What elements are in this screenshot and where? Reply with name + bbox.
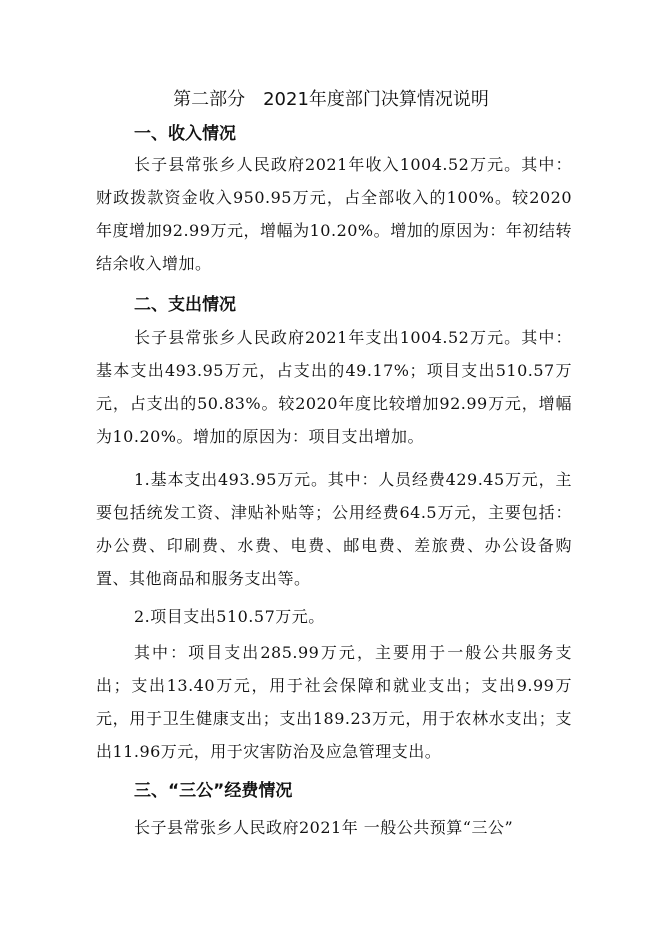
- section-heading-income: 一、收入情况: [134, 124, 236, 144]
- section-heading-expenditure: 二、支出情况: [134, 295, 236, 315]
- income-paragraph: 长子县常张乡人民政府2021年收入1004.52万元。其中：财政拨款资金收入950.95万元，占全部收入的100%。较2020年度增加92.99万元，增幅为10.20%。增加的原因为：年初结转结余收入增加。: [96, 155, 572, 273]
- basic-expenditure-paragraph: 1.基本支出493.95万元。其中：人员经费429.45万元，主要包括统发工资、津贴补贴等；公用经费64.5万元，主要包括：办公费、印刷费、水费、电费、邮电费、差旅费、办公设备购置、其他商品和服务支出等。: [96, 470, 572, 588]
- project-expenditure-paragraph: 2.项目支出510.57万元。: [134, 607, 325, 626]
- project-detail-paragraph: 其中：项目支出285.99万元，主要用于一般公共服务支出；支出13.40万元，用于社会保障和就业支出；支出9.99万元，用于卫生健康支出；支出189.23万元，用于农林水支出；支出11.96万元，用于灾害防治及应急管理支出。: [96, 643, 572, 761]
- three-public-paragraph: 长子县常张乡人民政府2021年 一般公共预算“三公”: [134, 818, 514, 837]
- expenditure-paragraph: 长子县常张乡人民政府2021年支出1004.52万元。其中：基本支出493.95万元，占支出的49.17%；项目支出510.57万元，占支出的50.83%。较2020年度比较增加92.99万元，增幅为10.20%。增加的原因为：项目支出增加。: [96, 328, 572, 446]
- page-title: 第二部分 2021年度部门决算情况说明: [173, 89, 489, 110]
- section-heading-three-public: 三、“三公”经费情况: [134, 781, 293, 801]
